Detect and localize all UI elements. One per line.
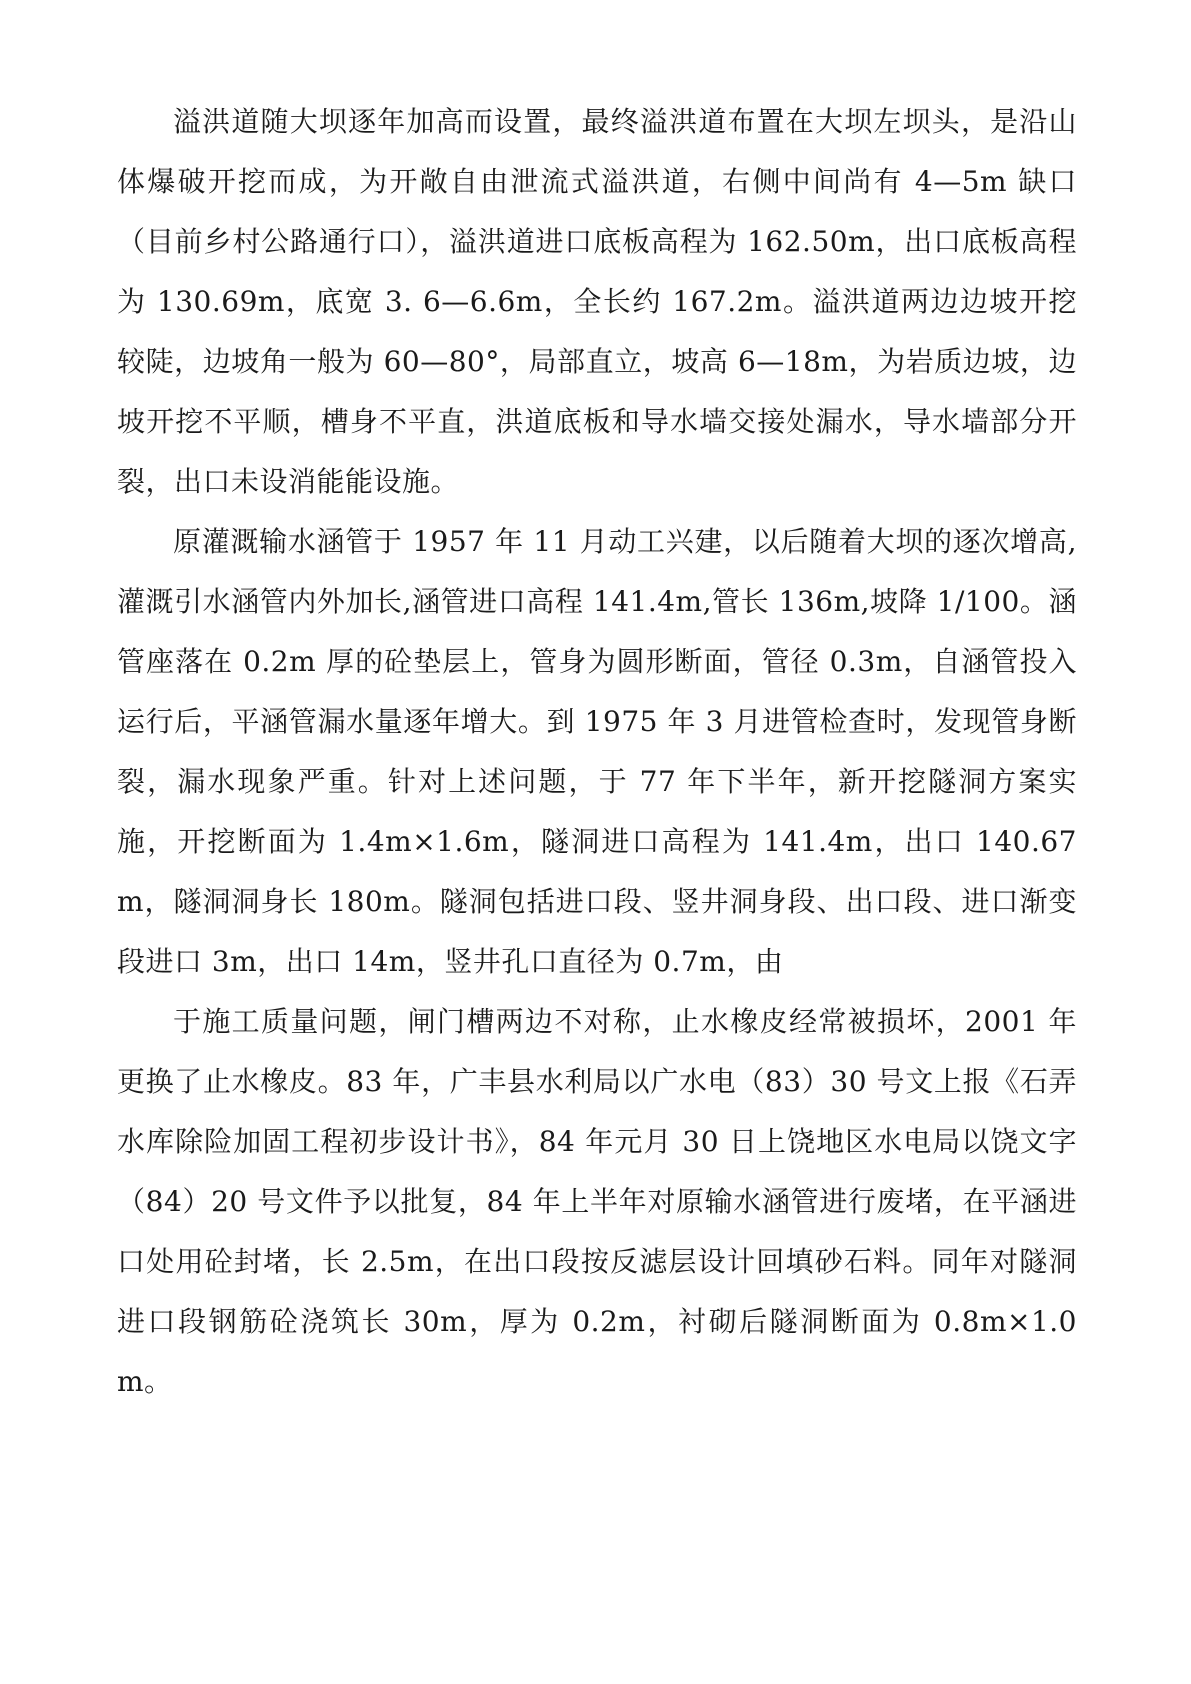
paragraph-reinforcement: 于施工质量问题，闸门槽两边不对称，止水橡皮经常被损坏，2001 年更换了止水橡皮。83 年，广丰县水利局以广水电（83）30 号文上报《石弄水库除险加固工程初步设计书》，84 年元月 30 日上饶地区水电局以饶文字（84）20 号文件予以批复，84 年上半年对原输水涵管进行废堵，在平涵进口处用砼封堵，长 2.5m，在出口段按反滤层设计回填砂石料。同年对隧洞进口段钢筋砼浇筑长 30m，厚为 0.2m，衬砌后隧洞断面为 0.8m×1.0m。 [117, 1005, 1077, 1398]
paragraph-irrigation-culvert: 原灌溉输水涵管于 1957 年 11 月动工兴建，以后随着大坝的逐次增高,灌溉引水涵管内外加长,涵管进口高程 141.4m,管长 136m,坡降 1/100。涵管座落在 0.2m 厚的砼垫层上，管身为圆形断面，管径 0.3m，自涵管投入运行后，平涵管漏水量逐年增大。到 1975 年 3 月进管检查时，发现管身断裂，漏水现象严重。针对上述问题，于 77 年下半年，新开挖隧洞方案实施，开挖断面为 1.4m×1.6m，隧洞进口高程为 141.4m，出口 140.67m，隧洞洞身长 180m。隧洞包括进口段、竖井洞身段、出口段、进口渐变段进口 3m，出口 14m，竖井孔口直径为 0.7m，由 [117, 525, 1077, 978]
document-page [117, 92, 1077, 1412]
paragraph-spillway: 溢洪道随大坝逐年加高而设置，最终溢洪道布置在大坝左坝头，是沿山体爆破开挖而成，为开敞自由泄流式溢洪道，右侧中间尚有 4—5m 缺口（目前乡村公路通行口），溢洪道进口底板高程为 162.50m，出口底板高程为 130.69m，底宽 3. 6—6.6m，全长约 167.2m。溢洪道两边边坡开挖较陡，边坡角一般为 60—80°，局部直立，坡高 6—18m，为岩质边坡，边坡开挖不平顺，槽身不平直，洪道底板和导水墙交接处漏水，导水墙部分开裂，出口未设消能能设施。 [117, 105, 1077, 498]
